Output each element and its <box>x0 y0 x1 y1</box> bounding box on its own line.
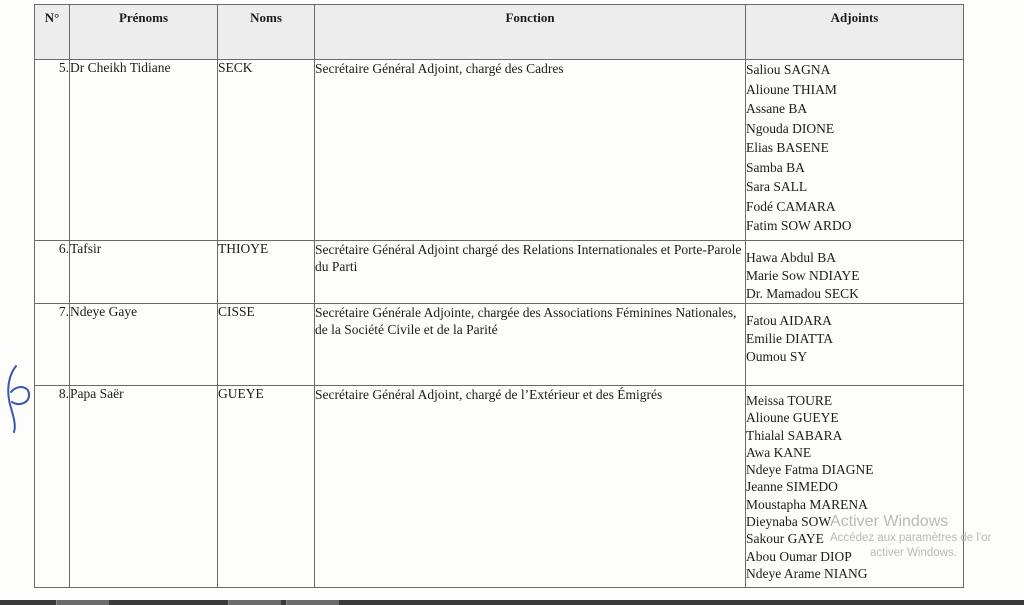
row-nom: THIOYE <box>218 241 315 304</box>
table-row <box>35 304 964 386</box>
row-fonction: Secrétaire Général Adjoint, chargé de l’Extérieur et des Émigrés <box>315 386 746 588</box>
adjoint-name: Sara SALL <box>746 179 808 194</box>
table-row <box>35 386 964 588</box>
adjoint-name: Alioune THIAM <box>746 81 837 97</box>
taskbar-button[interactable] <box>228 600 281 605</box>
committee-table <box>34 4 964 588</box>
row-adjoints <box>746 60 964 241</box>
header-adjoints: Adjoints <box>746 5 964 60</box>
adjoint-name: Alioune GUEYE <box>746 410 839 426</box>
taskbar-button[interactable] <box>56 600 109 605</box>
row-fonction: Secrétaire Général Adjoint chargé des Relations Internationales et Porte-Parole du Parti <box>315 241 746 304</box>
row-prenom: Ndeye Gaye <box>70 304 218 386</box>
row-number: 6. <box>35 241 70 304</box>
watermark-title: Activer Windows <box>830 513 949 530</box>
adjoint-name: Fatim SOW ARDO <box>746 218 852 233</box>
handwritten-margin-mark <box>2 362 38 436</box>
header-prenoms: Prénoms <box>70 5 218 60</box>
adjoint-name: Sakour GAYE <box>746 531 824 547</box>
watermark-subtitle: Accédez aux paramètres de l'or <box>830 532 992 544</box>
adjoint-name: Dieynaba SOW <box>746 514 832 530</box>
row-number: 8. <box>35 386 70 588</box>
row-nom: CISSE <box>218 304 315 386</box>
adjoint-name: Awa KANE <box>746 444 812 460</box>
adjoint-name: Moustapha MARENA <box>746 496 868 512</box>
adjoint-name: Hawa Abdul BA <box>746 250 836 265</box>
row-adjoints <box>746 386 964 588</box>
row-number: 7. <box>35 304 70 386</box>
adjoint-name: Ndeye Fatma DIAGNE <box>746 462 874 478</box>
row-nom: GUEYE <box>218 386 315 588</box>
table-row <box>35 241 964 304</box>
adjoint-name: Abou Oumar DIOP <box>746 548 852 564</box>
row-fonction: Secrétaire Général Adjoint, chargé des Cadres <box>315 60 746 241</box>
header-number: N° <box>35 5 70 60</box>
table-header-row <box>35 5 964 60</box>
adjoint-name: Oumou SY <box>746 349 808 364</box>
adjoint-name: Ngouda DIONE <box>746 120 835 136</box>
row-fonction: Secrétaire Générale Adjointe, chargée des Associations Féminines Nationales, de la Société Civile et de la Parité <box>315 304 746 386</box>
row-nom: SECK <box>218 60 315 241</box>
header-fonction: Fonction <box>315 5 746 60</box>
adjoint-name: Assane BA <box>746 101 808 116</box>
adjoint-name: Dr. Mamadou SECK <box>746 286 859 301</box>
adjoint-name: Fodé CAMARA <box>746 198 836 214</box>
adjoint-name: Meissa TOURE <box>746 393 833 408</box>
row-prenom: Papa Saër <box>70 386 218 588</box>
watermark-subtitle-2: activer Windows. <box>870 547 957 559</box>
adjoint-name: Thialal SABARA <box>746 427 843 443</box>
row-adjoints <box>746 241 964 304</box>
table-row <box>35 60 964 241</box>
taskbar-button[interactable] <box>286 600 339 605</box>
adjoint-name: Marie Sow NDIAYE <box>746 268 860 283</box>
adjoint-name: Fatou AIDARA <box>746 313 832 328</box>
row-prenom: Dr Cheikh Tidiane <box>70 60 218 241</box>
row-prenom: Tafsir <box>70 241 218 304</box>
adjoint-name: Saliou SAGNA <box>746 62 831 77</box>
row-adjoints <box>746 304 964 386</box>
adjoint-name: Ndeye Arame NIANG <box>746 565 868 581</box>
header-noms: Noms <box>218 5 315 60</box>
adjoint-name: Elias BASENE <box>746 140 829 155</box>
taskbar <box>0 600 1024 605</box>
adjoint-name: Emilie DIATTA <box>746 331 834 346</box>
adjoint-name: Jeanne SIMEDO <box>746 479 838 495</box>
row-number: 5. <box>35 60 70 241</box>
adjoint-name: Samba BA <box>746 159 805 175</box>
